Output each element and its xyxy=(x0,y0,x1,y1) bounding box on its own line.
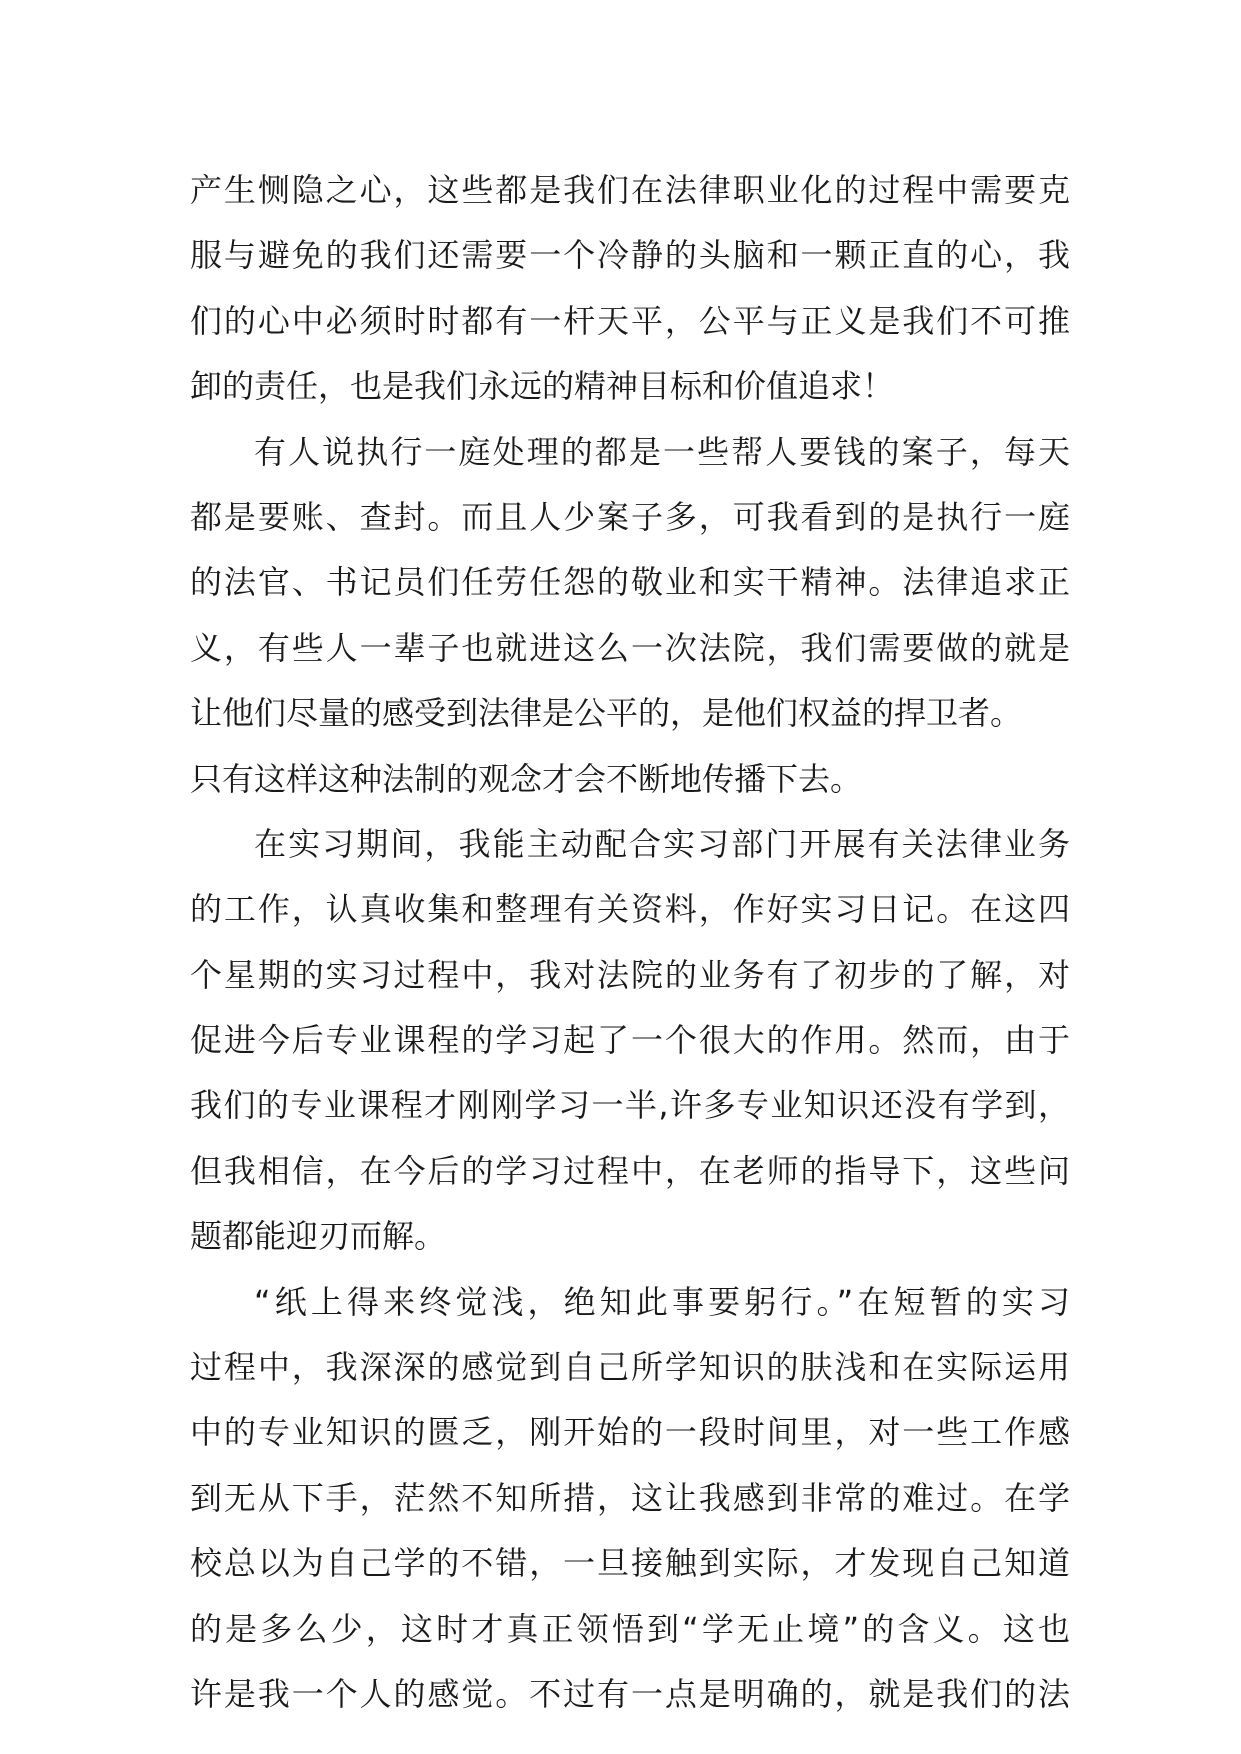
paragraph-first-line: “纸上得来终觉浅，绝知此事要躬行。”在短暂的实习 xyxy=(254,1282,1070,1321)
text-line: 中的专业知识的匮乏，刚开始的一段时间里，对一些工作感 xyxy=(190,1413,1070,1452)
text-line: 的是多么少，这时才真正领悟到“学无止境”的含义。这也 xyxy=(190,1609,1070,1648)
text-line: 都是要账、查封。而且人少案子多，可我看到的是执行一庭 xyxy=(190,497,1070,536)
text-line: 个星期的实习过程中，我对法院的业务有了初步的了解，对 xyxy=(190,955,1070,994)
text-line: 的工作，认真收集和整理有关资料，作好实习日记。在这四 xyxy=(190,890,1070,929)
text-line: 产生恻隐之心，这些都是我们在法律职业化的过程中需要克 xyxy=(190,171,1070,209)
text-line: 我们的专业课程才刚刚学习一半,许多专业知识还没有学到， xyxy=(190,1086,1070,1125)
text-line: 但我相信，在今后的学习过程中，在老师的指导下，这些问 xyxy=(190,1151,1070,1190)
text-line: 题都能迎刃而解。 xyxy=(190,1217,447,1256)
paragraph-first-line: 在实习期间，我能主动配合实习部门开展有关法律业务 xyxy=(254,824,1070,863)
text-line: 过程中，我深深的感觉到自己所学知识的肤浅和在实际运用 xyxy=(190,1348,1070,1387)
body-text xyxy=(190,158,1070,1727)
text-line: 们的心中必须时时都有一杆天平，公平与正义是我们不可推 xyxy=(190,301,1070,340)
text-line: 只有这样这种法制的观念才会不断地传播下去。 xyxy=(190,759,863,798)
text-line: 许是我一个人的感觉。不过有一点是明确的，就是我们的法 xyxy=(190,1674,1070,1713)
text-line: 到无从下手，茫然不知所措，这让我感到非常的难过。在学 xyxy=(190,1478,1070,1517)
text-line: 服与避免的我们还需要一个冷静的头脑和一颗正直的心，我 xyxy=(190,236,1070,275)
paragraph-first-line: 有人说执行一庭处理的都是一些帮人要钱的案子，每天 xyxy=(254,432,1070,471)
text-line: 义，有些人一辈子也就进这么一次法院，我们需要做的就是 xyxy=(190,628,1070,667)
text-line: 校总以为自己学的不错，一旦接触到实际，才发现自己知道 xyxy=(190,1544,1070,1583)
text-line: 促进今后专业课程的学习起了一个很大的作用。然而，由于 xyxy=(190,1021,1070,1060)
text-line: 卸的责任，也是我们永远的精神目标和价值追求！ xyxy=(190,367,895,406)
text-line: 让他们尽量的感受到法律是公平的，是他们权益的捍卫者。 xyxy=(190,694,1023,733)
text-line: 的法官、书记员们任劳任怨的敬业和实干精神。法律追求正 xyxy=(190,563,1070,602)
